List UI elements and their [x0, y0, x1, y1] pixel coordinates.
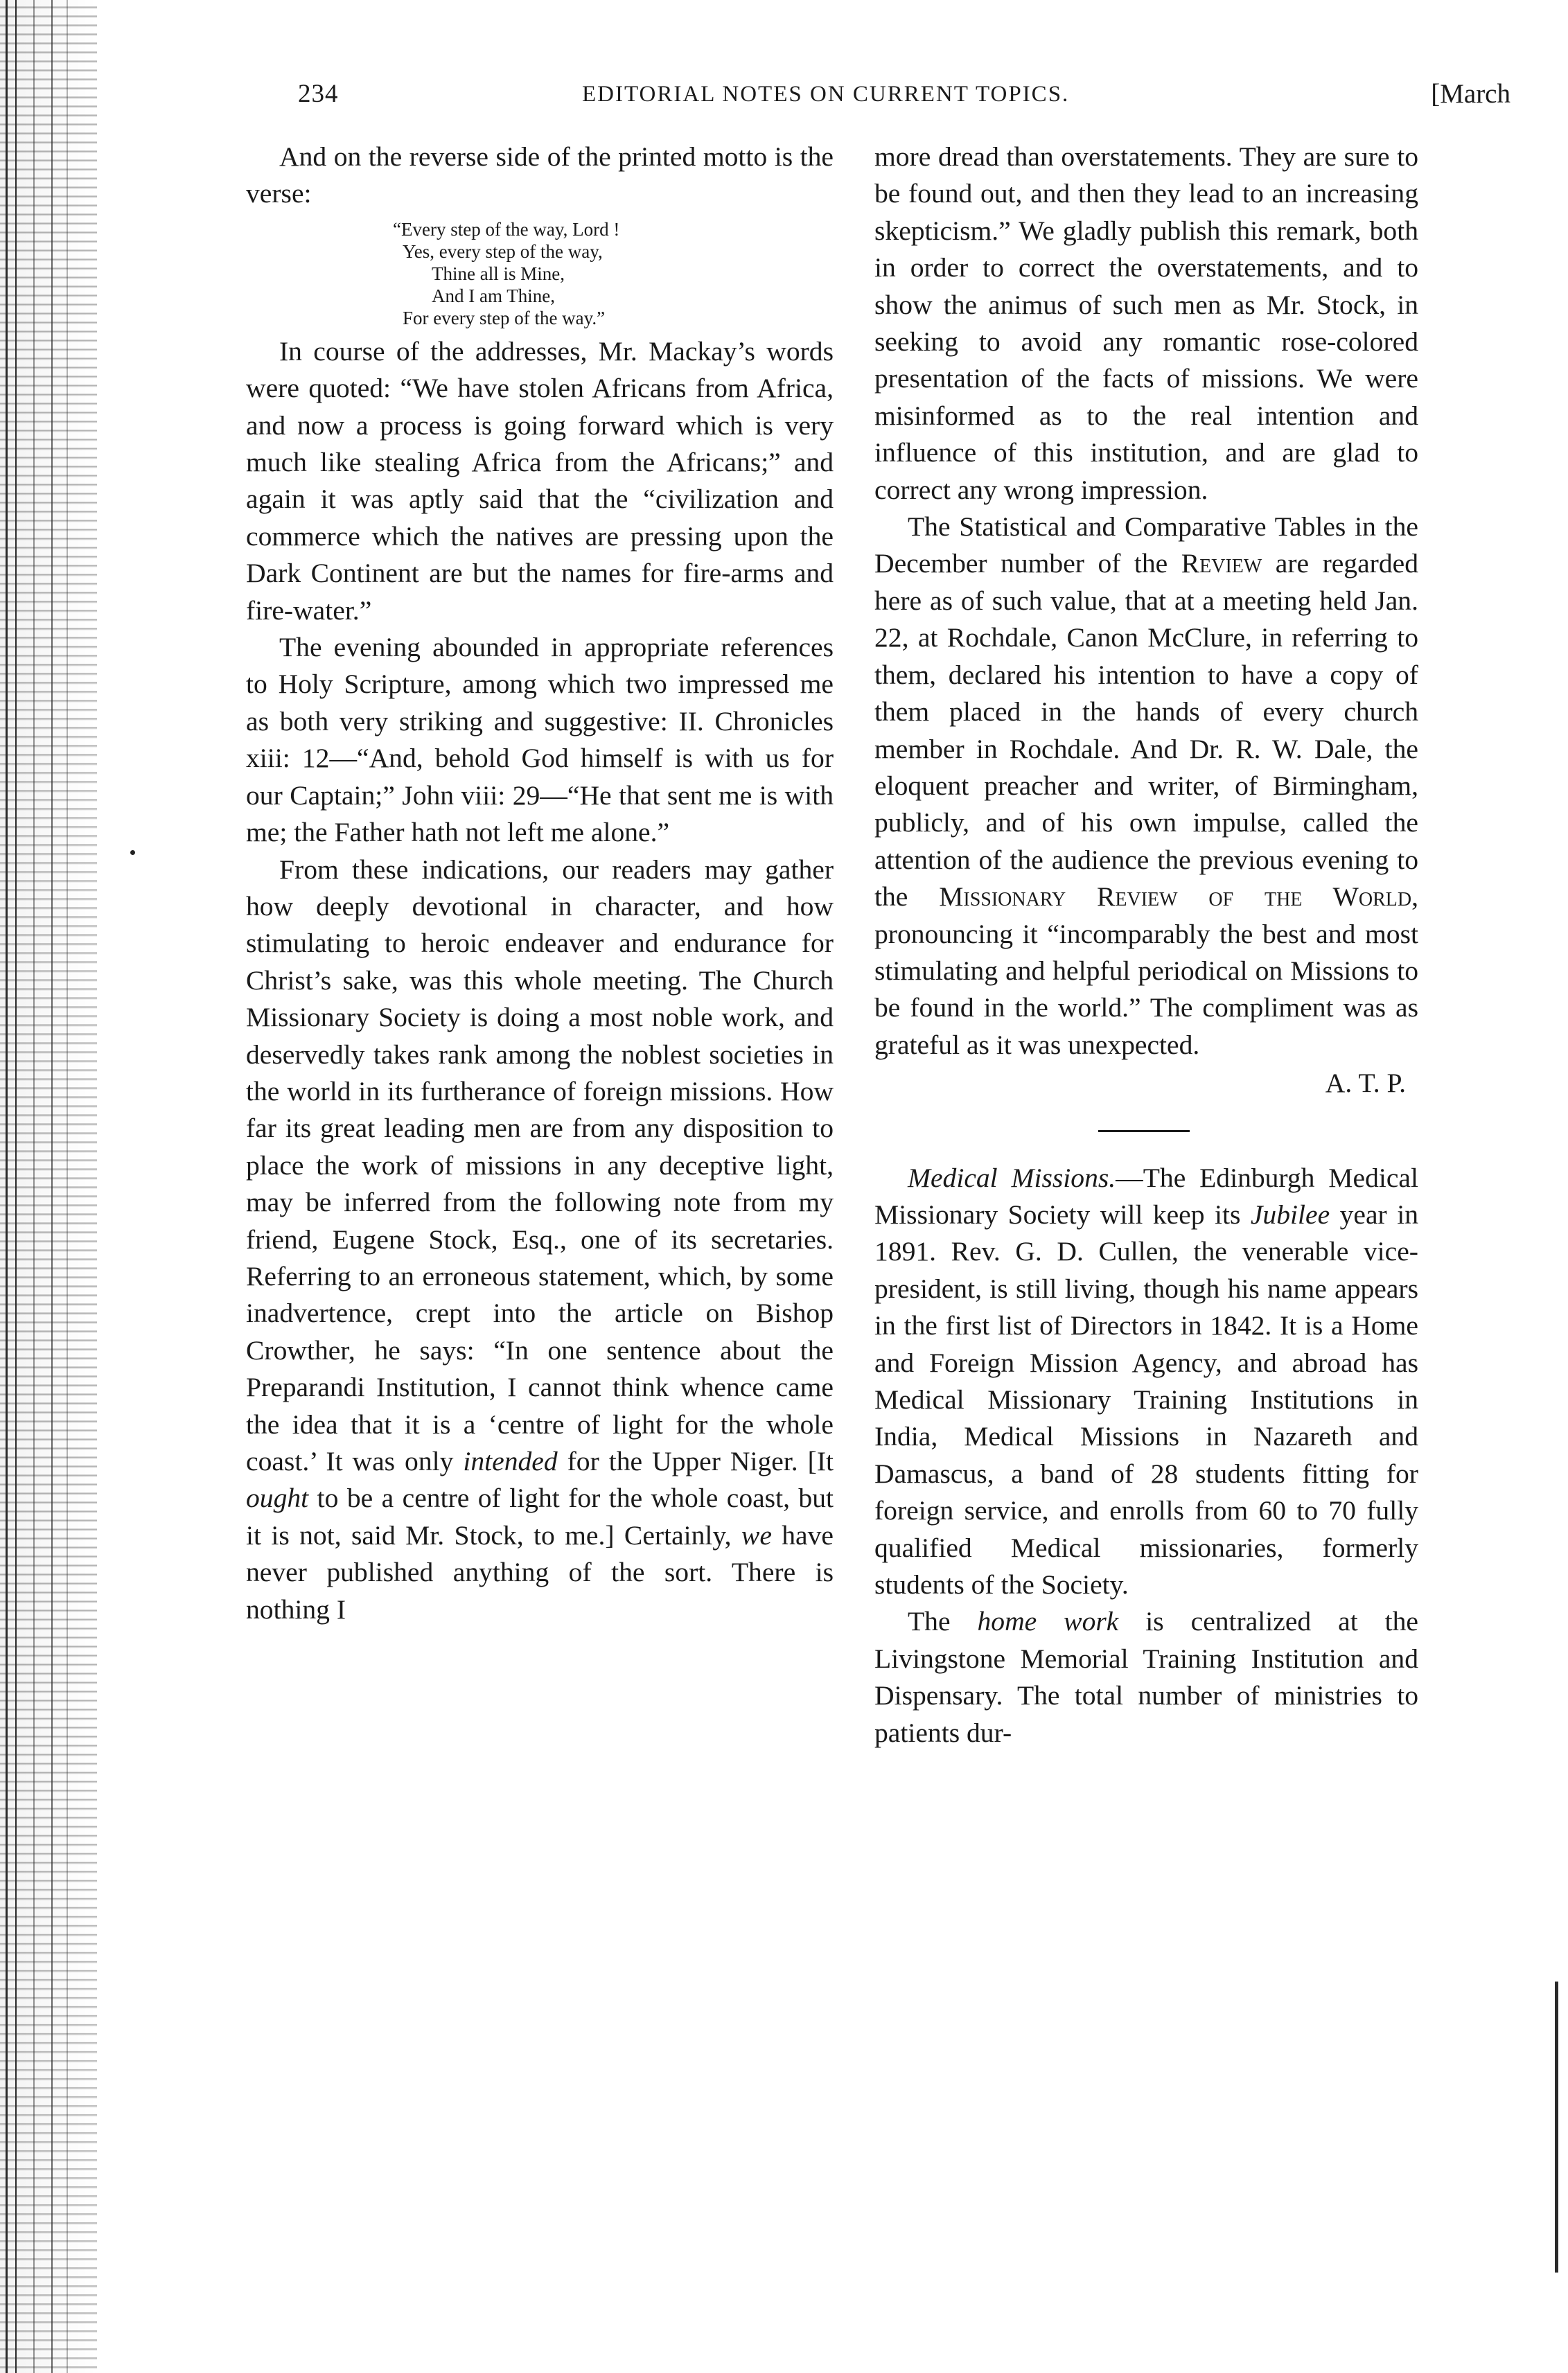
paragraph-reverse-side: And on the reverse side of the printed motto is the verse: — [246, 141, 834, 209]
verse-line: Thine all is Mine, — [432, 263, 565, 284]
paragraph-overstatements: more dread than overstatements. They are sure to be found out, and then they lead to an increasing skepticism.” We gladly publish this remark, both in order to correct the overstatements, and to show the animus of such men as Mr. Stock, in seeking to avoid any romantic rose-colored presentation of the facts of missions. We were misinformed as to the real intention and influence of this institution, and are glad to correct any wrong impression. — [874, 141, 1418, 505]
verse-line: For every step of the way.” — [403, 307, 606, 328]
stray-dot — [130, 850, 135, 855]
paragraph-indications: From these indications, our readers may gather how deeply devotional in character, and how stimulating to heroic endeaver and endurance for Christ’s sake, was this whole meeting. The Church Missionary Society is doing a most noble work, and deservedly takes rank among the noblest societies in the world in its furtherance of foreign missions. How far its great leading men are from any disposition to place the work of missions in any deceptive light, may be inferred from the following note from my friend, Eugene Stock, Esq., one of its secretaries. Referring to an erroneous statement, which, by some inadvertence, crept into the article on Bishop Crowther, he says: “In one sentence about the Preparandi Institution, I cannot think whence came the idea that it is a ‘centre of light for the whole coast.’ It was only intended for the Upper Niger. [It ought to be a centre of light for the whole coast, but it is not, said Mr. Stock, to me.] Certainly, we have never published anything of the sort. There is nothing I — [246, 854, 834, 1625]
binding-edge — [0, 0, 97, 2373]
running-month: [March — [1431, 79, 1510, 109]
signature: A. T. P. — [1325, 1068, 1406, 1099]
paragraph-medical-missions: Medical Missions.—The Edinburgh Medical Missionary Society will keep its Jubilee year in 1891. Rev. G. D. Cullen, the venerable vice-president, is still living, though his name appears in the first list of Directors in 1842. It is a Home and Foreign Mission Agency, and abroad has Medical Missionary Training Institutions in India, Medical Missions in Nazareth and Damascus, a band of 28 students fitting for foreign service, and enrolls from 60 to 70 fully qualified Medical missionaries, formerly students of the Society. — [874, 1162, 1418, 1600]
paragraph-scripture: The evening abounded in appropriate references to Holy Scripture, among which two impressed me as both very striking and suggestive: II. Chronicles xiii: 12—“And, behold God himself is with us for our Captain;” John viii: 29—“He that sent me is with me; the Father hath not left me alone.” — [246, 632, 834, 848]
paragraph-addresses: In course of the addresses, Mr. Mackay’s words were quoted: “We have stolen Africans from Africa, and now a process is going forward which is very much like stealing Africa from the Africans;” and again it was aptly said that the “civilization and commerce which the natives are pressing upon the Dark Continent are but the names for fire-arms and fire-water.” — [246, 335, 834, 626]
page-number: 234 — [298, 80, 339, 108]
motto-verse — [246, 213, 834, 333]
section-heading: Medical Missions. — [908, 1162, 1116, 1193]
running-title: EDITORIAL NOTES ON CURRENT TOPICS. — [582, 82, 1070, 107]
verse-line: And I am Thine, — [432, 285, 555, 306]
right-column — [874, 139, 1418, 1752]
paragraph-home-work: The home work is centralized at the Livingstone Memorial Training Institution and Dispensary. The total number of ministries to patients dur- — [874, 1606, 1418, 1748]
paragraph-statistical-tables: The Statistical and Comparative Tables in the December number of the Review are regarded here as of such value, that at a meeting held Jan. 22, at Rochdale, Canon McClure, in referring to them, declared his intention to have a copy of them placed in the hands of every church member in Rochdale. And Dr. R. W. Dale, the eloquent preacher and writer, of Birmingham, publicly, and of his own impulse, called the attention of the audience the previous evening to the Missionary Review of the World, pronouncing it “incomparably the best and most stimulating and helpful periodical on Missions to be found in the world.” The compliment was as grateful as it was unexpected. — [874, 511, 1418, 1060]
left-column — [246, 139, 834, 1628]
running-head — [298, 75, 1510, 114]
right-edge-mark — [1555, 1982, 1558, 2273]
section-divider — [1098, 1130, 1190, 1132]
verse-line: “Every step of the way, Lord ! — [393, 218, 620, 240]
verse-line: Yes, every step of the way, — [403, 240, 603, 262]
